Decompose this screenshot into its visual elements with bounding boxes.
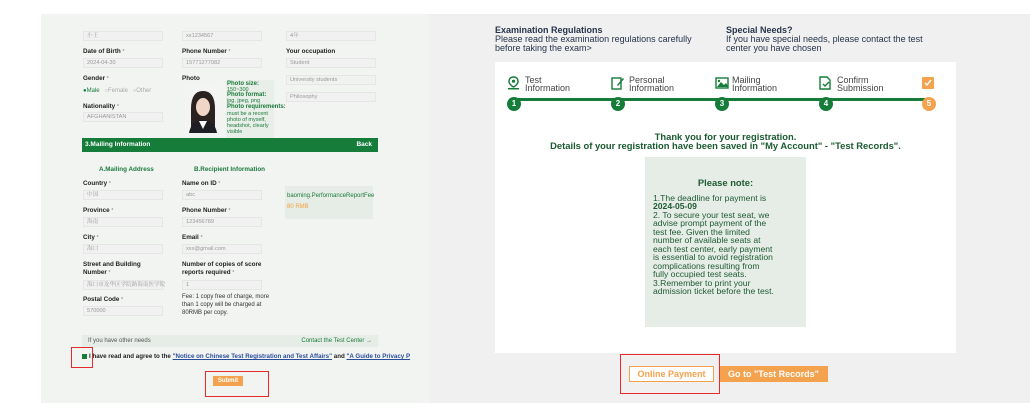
location-pin-icon	[507, 76, 520, 90]
exam-regulations-text: Please read the examination regulations carefully	[495, 34, 692, 44]
province-select[interactable]: 海南	[83, 217, 163, 227]
highlight-checkbox	[71, 347, 93, 368]
street-label: Street and Building Number *	[83, 261, 141, 276]
step-3-label: Mailing Information	[732, 75, 778, 93]
phone-label: Phone Number *	[182, 48, 231, 55]
exam-regulations-title: Examination Regulations	[495, 25, 603, 35]
submit-button[interactable]: Submit	[213, 376, 243, 386]
postal-code-input[interactable]: 570000	[83, 306, 163, 316]
native-years-input[interactable]: 4年	[286, 31, 376, 41]
name-on-id-label: Name on ID *	[182, 180, 221, 187]
province-label: Province *	[83, 207, 114, 214]
thank-you-message: Thank you for your registration.	[654, 131, 797, 142]
id-number-input[interactable]: xx1234567	[182, 31, 262, 41]
step-4-dot: 4	[819, 97, 833, 111]
notice-link[interactable]: "Notice on Chinese Test Registration and Test Affairs"	[172, 353, 333, 360]
highlight-online-payment	[620, 354, 720, 394]
applicant-photo	[185, 85, 221, 133]
highlight-submit	[205, 371, 269, 397]
step-2-label: Personal Information	[629, 75, 675, 93]
edit-pencil-icon	[611, 76, 624, 90]
exam-regulations-link[interactable]: before taking the exam>	[495, 43, 592, 53]
registration-saved-message: Details of your registration have been saved in "My Account" - "Test Records".	[550, 140, 901, 151]
special-needs-text-2: center you have chosen	[726, 43, 822, 53]
email-input[interactable]: xxx@gmail.com	[182, 244, 262, 254]
online-payment-button[interactable]: Online Payment	[629, 366, 714, 382]
major-input[interactable]: Philosophy	[286, 92, 376, 102]
occupation-label: Your occupation	[286, 48, 336, 55]
step-1-label: Test Information	[525, 75, 571, 93]
city-select[interactable]: 海口	[83, 244, 163, 254]
contact-test-center-link[interactable]: Contact the Test Center →	[301, 338, 372, 344]
gender-radio-group[interactable]	[83, 87, 151, 95]
step-3-dot: 3	[715, 97, 729, 111]
nationality-label: Nationality *	[83, 103, 119, 110]
occupation-input[interactable]: Student	[286, 58, 376, 68]
copies-input[interactable]: 1	[182, 280, 262, 290]
special-needs-text: If you have special needs, please contact the test	[726, 34, 923, 44]
agreement-text: I have read and agree to the "Notice on Chinese Test Registration and Test Affairs" and "A Guide to Privacy P	[89, 353, 411, 360]
report-fee-box: baoming.PerformanceReportFee 80 RMB	[285, 186, 373, 219]
mailing-info-header	[82, 138, 378, 152]
gender-male-radio[interactable]: ●Male	[83, 88, 100, 94]
gender-label: Gender *	[83, 75, 109, 82]
special-needs-title: Special Needs?	[726, 25, 793, 35]
phone-input[interactable]: 15771277082	[182, 58, 262, 68]
recipient-phone-label: Phone Number *	[182, 207, 231, 214]
test-records-button[interactable]: Go to "Test Records"	[719, 366, 828, 382]
nationality-input[interactable]: AFGHANISTAN	[83, 112, 163, 122]
mailing-address-heading: A.Mailing Address	[99, 166, 154, 173]
photo-requirements-box: Photo size: 150~300 Photo format: jpg, jpeg, png Photo requirements: must be a recent photo of myself, headshot, clearly visible	[226, 80, 274, 140]
city-label: City *	[83, 234, 99, 241]
note-box: Please note: 1.The deadline for payment is 2024-05-09 2. To secure your test seat, we advise prompt payment of the test fee. Given the limited number of available seats at each test center, early payment is essential to avoid registration complications resulting from fully occupied test seats. 3.Remember to print your admission ticket before the test.	[645, 157, 806, 327]
note-title: Please note:	[697, 177, 754, 188]
fee-note: Fee: 1 copy free of charge, more than 1 copy will be charged at 80RMB per copy.	[182, 294, 270, 316]
country-select[interactable]: 中国	[83, 190, 163, 200]
step-4-label: Confirm Submission	[837, 75, 884, 93]
name-input[interactable]: 小王	[83, 31, 163, 41]
recipient-info-heading: B.Recipient Information	[194, 166, 266, 173]
document-check-icon	[819, 76, 832, 90]
dob-input[interactable]: 2024-04-30	[83, 58, 163, 68]
image-icon	[715, 77, 729, 89]
university-input[interactable]: University students	[286, 75, 376, 85]
other-needs-bar	[82, 335, 378, 347]
finish-icon	[921, 76, 935, 90]
gender-female-radio[interactable]: ○Female	[104, 88, 128, 94]
registration-form-panel	[41, 14, 430, 403]
step-5-dot: 5	[922, 97, 936, 111]
mailing-info-title: 3.Mailing Information	[85, 141, 151, 148]
postal-code-label: Postal Code *	[83, 296, 124, 303]
step-2-dot: 2	[611, 97, 625, 111]
copies-label: Number of copies of score reports required *	[182, 261, 262, 276]
privacy-guide-link[interactable]: "A Guide to Privacy P	[346, 353, 411, 360]
step-1-dot: 1	[507, 97, 521, 111]
email-label: Email *	[182, 234, 203, 241]
gender-other-radio[interactable]: ○Other	[132, 88, 152, 94]
payment-deadline: 2024-05-09	[653, 201, 697, 211]
recipient-phone-input[interactable]: 123456789	[182, 217, 262, 227]
country-label: Country *	[83, 180, 111, 187]
registration-complete-panel	[430, 14, 1030, 403]
street-input[interactable]: 海口市龙华区学院路海南医学院	[83, 280, 163, 290]
photo-label: Photo	[182, 75, 200, 82]
dob-label: Date of Birth *	[83, 48, 125, 55]
name-on-id-input[interactable]: abc	[182, 190, 262, 200]
other-needs-text: If you have other needs	[88, 338, 151, 344]
back-button[interactable]: Back	[356, 141, 372, 148]
